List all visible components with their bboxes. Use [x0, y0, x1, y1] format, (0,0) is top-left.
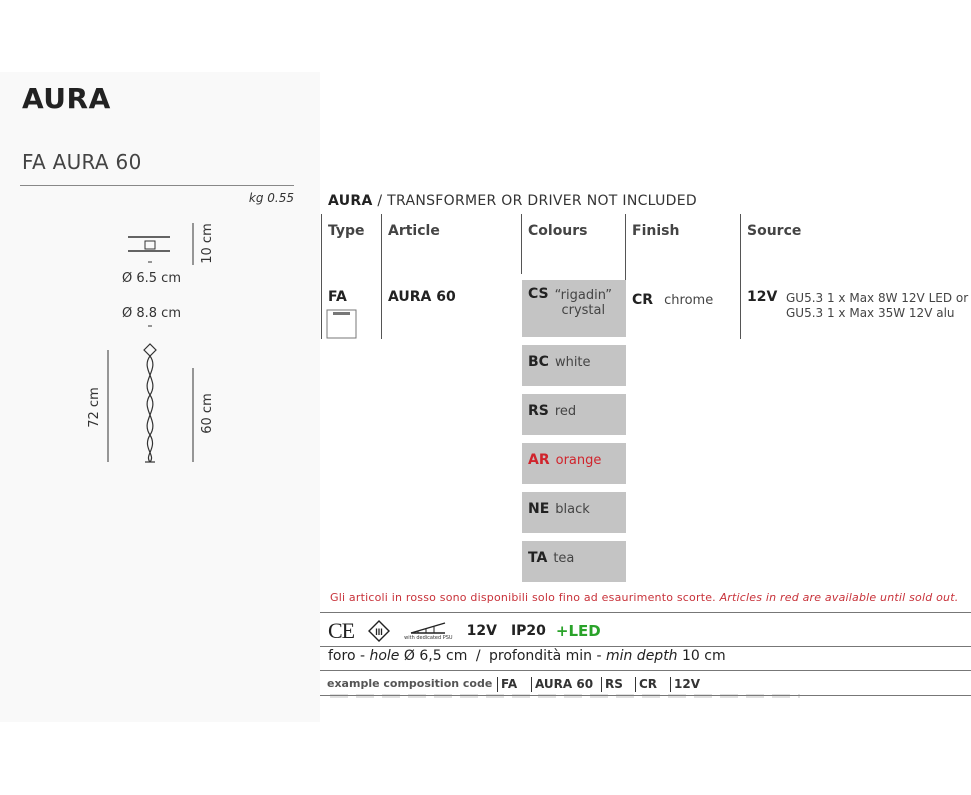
depth-prefix: profondità min -	[489, 648, 606, 664]
depth-label: min depth	[605, 648, 678, 664]
colour-option-ta	[522, 541, 626, 584]
example-code-colour: RS	[601, 677, 623, 692]
example-code-finish: CR	[635, 677, 657, 692]
colour-code: TA	[528, 550, 548, 566]
colour-option-cs	[522, 280, 626, 339]
installation-hole-info	[328, 648, 726, 664]
title-divider	[20, 185, 294, 186]
colour-code: NE	[528, 501, 550, 517]
product-weight: kg 0.55	[248, 191, 294, 205]
colour-code: BC	[528, 354, 549, 370]
source-line-2: GU5.3 1 x Max 35W 12V alu	[786, 306, 955, 320]
twisted-body-drawing	[144, 344, 156, 462]
psu-label: with dedicated PSU	[404, 635, 453, 641]
column-header-source: Source	[747, 223, 802, 239]
colour-name: red	[554, 404, 577, 419]
colour-code: CS	[528, 286, 549, 302]
colour-name: “rigadin”	[554, 288, 612, 303]
technical-drawing	[60, 220, 260, 470]
source-code: 12V	[747, 289, 778, 305]
ce-mark-icon: CE	[328, 618, 355, 643]
certifications-row	[328, 617, 601, 645]
ceiling-mount-icon	[326, 309, 358, 339]
column-header-colours: Colours	[528, 223, 588, 239]
availability-note-en: Articles in red are available until sold out.	[719, 591, 959, 604]
finish-name: chrome	[664, 293, 714, 308]
colour-option-rs	[522, 394, 626, 437]
colour-name: white	[554, 355, 591, 370]
colour-option-ne	[522, 492, 626, 535]
column-divider	[381, 214, 382, 339]
product-model: FA AURA 60	[22, 150, 142, 174]
column-divider	[321, 214, 322, 339]
canopy-diameter-label: Ø 6.5 cm	[122, 271, 181, 286]
hole-separator: /	[475, 648, 481, 664]
colour-code: AR	[528, 452, 550, 468]
finish-cell	[632, 289, 713, 308]
source-line-1: GU5.3 1 x Max 8W 12V LED or	[786, 291, 969, 305]
colour-name: orange	[555, 453, 602, 468]
voltage-label: 12V	[466, 623, 497, 639]
table-header-line	[328, 193, 697, 209]
svg-text:III: III	[375, 627, 383, 637]
article-code: AURA 60	[388, 289, 456, 305]
hole-value: Ø 6,5 cm	[403, 648, 468, 664]
total-height-label: 72 cm	[86, 387, 102, 428]
header-product-name: AURA	[328, 193, 373, 209]
colour-name-line-2: crystal	[561, 303, 606, 318]
hole-prefix: foro -	[328, 648, 370, 664]
column-header-finish: Finish	[632, 223, 680, 239]
section-divider	[320, 646, 971, 647]
column-divider	[740, 214, 741, 339]
section-divider	[320, 612, 971, 613]
body-height-label: 60 cm	[199, 393, 215, 434]
example-code-article: AURA 60	[531, 677, 593, 692]
shade-diameter-label: Ø 8.8 cm	[122, 306, 181, 321]
colour-option-bc	[522, 345, 626, 388]
column-header-article: Article	[388, 223, 440, 239]
ip-rating-label: IP20	[510, 623, 546, 639]
depth-value: 10 cm	[682, 648, 726, 664]
type-code: FA	[328, 289, 347, 305]
canopy-height-label: 10 cm	[199, 223, 215, 264]
header-note: / TRANSFORMER OR DRIVER NOT INCLUDED	[377, 193, 697, 209]
faded-text-remnant	[330, 694, 800, 700]
availability-note-it: Gli articoli in rosso sono disponibili solo fino ad esaurimento scorte.	[330, 591, 716, 604]
availability-note	[330, 591, 958, 604]
psu-icon	[404, 621, 452, 641]
hole-label: hole	[369, 648, 400, 664]
product-title: AURA	[22, 82, 111, 115]
example-code-type: FA	[497, 677, 517, 692]
example-code-source: 12V	[670, 677, 700, 692]
class-iii-icon	[368, 620, 390, 642]
section-divider	[320, 670, 971, 671]
colour-option-ar	[522, 443, 626, 486]
canopy-drawing	[128, 237, 170, 262]
column-header-type: Type	[328, 223, 365, 239]
colour-name: tea	[553, 551, 575, 566]
transformer-icon	[410, 621, 446, 635]
finish-code: CR	[632, 292, 654, 308]
example-composition-label: example composition code	[327, 677, 493, 690]
colour-name: black	[555, 502, 590, 517]
column-divider	[521, 214, 522, 274]
led-label: +LED	[555, 622, 601, 640]
colour-code: RS	[528, 403, 549, 419]
